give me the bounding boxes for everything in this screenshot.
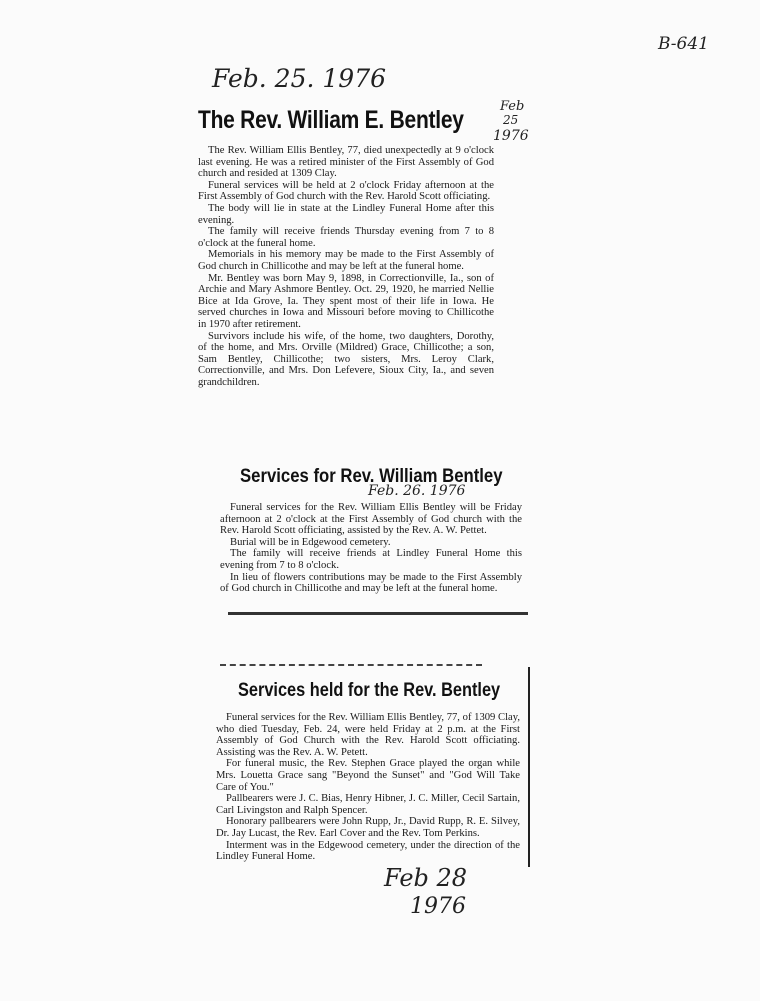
page-code: B-641 — [658, 34, 709, 54]
dashed-divider — [220, 664, 482, 666]
obituary-headline: The Rev. William E. Bentley — [198, 106, 464, 134]
services-headline: Services for Rev. William Bentley — [240, 466, 503, 487]
obituary-paragraph: Mr. Bentley was born May 9, 1898, in Correctionville, Ia., son of Archie and Mary Ashmore Bentley. Oct. 29, 1920, he married Nellie Bice at Ida Grove, Ia. They spent most of their life in Iowa. He served churches in Iowa and Missouri before moving to Chillicothe in 1970 after retirement. — [198, 272, 494, 330]
services-held-clipping — [216, 680, 520, 863]
services-paragraph: The family will receive friends at Lindley Funeral Home this evening from 7 to 8 o'clock. — [220, 548, 522, 571]
obituary-paragraph: The family will receive friends Thursday evening from 7 to 8 o'clock at the funeral home. — [198, 226, 494, 249]
handwritten-margin-date-year: 1976 — [493, 128, 529, 144]
handwritten-year-bottom: 1976 — [410, 894, 466, 919]
handwritten-date-top: Feb. 25. 1976 — [212, 64, 386, 93]
services-paragraph: Funeral services for the Rev. William Ellis Bentley will be Friday afternoon at 2 o'clock at the First Assembly of God church with the Rev. Harold Scott officiating, assisted by the Rev. A. W. Pettet. — [220, 502, 522, 537]
services-held-paragraph: Honorary pallbearers were John Rupp, Jr., David Rupp, R. E. Silvey, Dr. Jay Lucast, the Rev. Earl Cover and the Rev. Tom Perkins. — [216, 816, 520, 839]
services-paragraph: In lieu of flowers contributions may be made to the First Assembly of God church in Chillicothe and may be left at the funeral home. — [220, 571, 522, 595]
services-held-paragraph: Pallbearers were J. C. Bias, Henry Hibner, J. C. Miller, Cecil Sartain, Carl Livingston and Ralph Spencer. — [216, 793, 520, 816]
obituary-paragraph: Memorials in his memory may be made to the First Assembly of God church in Chillicothe and may be left at the funeral home. — [198, 249, 494, 272]
services-held-headline: Services held for the Rev. Bentley — [238, 680, 501, 701]
handwritten-date-clip2: Feb. 26. 1976 — [368, 483, 466, 499]
clipping-bottom-rule — [228, 612, 528, 615]
services-held-paragraph: Interment was in the Edgewood cemetery, under the direction of the Lindley Funeral Home. — [216, 839, 520, 863]
handwritten-date-bottom: Feb 28 — [384, 864, 468, 892]
handwritten-margin-date-month: Feb — [500, 99, 525, 114]
obituary-paragraph: Survivors include his wife, of the home, two daughters, Dorothy, of the home, and Mrs. Orville (Mildred) Grace, Chillicothe; a son, Sam Bentley, Chillicothe; two sisters, Mrs. Leroy Clark, Correctionville, and Mrs. Don Lefevere, Sioux City, Ia., and seven grandchildren. — [198, 330, 494, 388]
services-held-paragraph: Funeral services for the Rev. William Ellis Bentley, 77, of 1309 Clay, who died Tuesday, Feb. 24, were held Friday at 2 p.m. at the First Assembly of God Church with the Rev. Harold Scott officiating. Assisting was the Rev. A. W. Petett. — [216, 712, 520, 758]
handwritten-margin-date-day: 25 — [503, 113, 519, 127]
obituary-paragraph: The body will lie in state at the Lindley Funeral Home after this evening. — [198, 202, 494, 226]
obituary-paragraph: Funeral services will be held at 2 o'clock Friday afternoon at the First Assembly of God church with the Rev. Harold Scott officiating. — [198, 179, 494, 203]
services-paragraph: Burial will be in Edgewood cemetery. — [230, 536, 391, 548]
obituary-paragraph: The Rev. William Ellis Bentley, 77, died unexpectedly at 9 o'clock last evening. He was a retired minister of the First Assembly of God church and resided at 1309 Clay. — [198, 145, 494, 180]
services-held-paragraph: For funeral music, the Rev. Stephen Grace played the organ while Mrs. Louetta Grace sang "Beyond the Sunset" and "God Will Take Care of You." — [216, 758, 520, 793]
clipping-side-rule — [528, 667, 530, 867]
obituary-clipping — [198, 106, 494, 388]
